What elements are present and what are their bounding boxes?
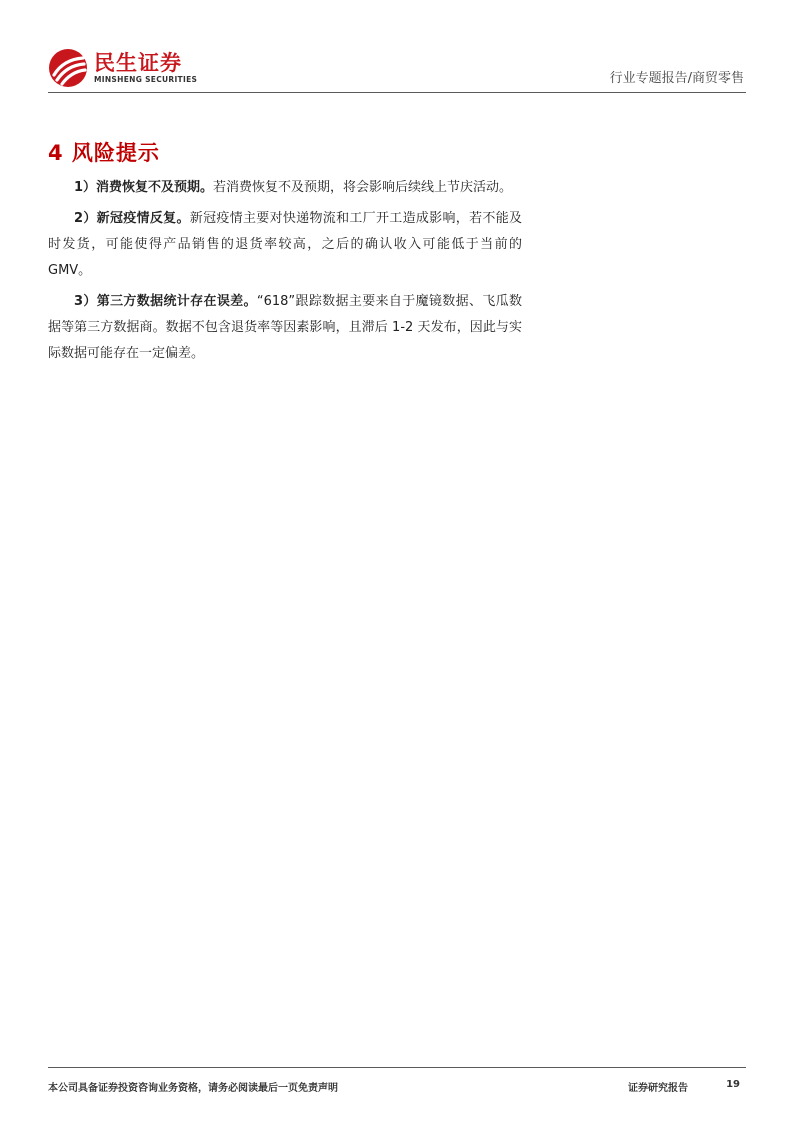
risk-label: 2）新冠疫情反复。 <box>74 211 190 226</box>
risk-item <box>48 206 522 284</box>
risk-text: “618”跟踪数据主要来自于魔镜数据、飞瓜数据等第三方数据商。数据不包含退货率等因素影响，且滞后 1-2 天发布，因此与实际数据可能存在一定偏差。 <box>48 294 522 361</box>
risk-list <box>48 175 522 372</box>
risk-text: 若消费恢复不及预期，将会影响后续线上节庆活动。 <box>213 180 513 195</box>
page-number: 19 <box>726 1079 740 1090</box>
risk-label: 1）消费恢复不及预期。 <box>74 180 214 195</box>
logo-english-name: MINSHENG SECURITIES <box>94 75 198 84</box>
risk-text: 新冠疫情主要对快递物流和工厂开工造成影响，若不能及时发货，可能使得产品销售的退货率较高，之后的确认收入可能低于当前的 GMV。 <box>48 211 522 278</box>
risk-item <box>48 289 522 367</box>
disclaimer-text: 本公司具备证券投资咨询业务资格，请务必阅读最后一页免责声明 <box>48 1083 338 1094</box>
risk-label: 3）第三方数据统计存在误差。 <box>74 294 257 309</box>
company-logo <box>48 48 197 88</box>
report-category: 行业专题报告/商贸零售 <box>609 71 744 86</box>
section-title: 4 风险提示 <box>48 141 160 165</box>
page-footer <box>48 1067 746 1094</box>
page-header <box>48 40 746 93</box>
report-type-label: 证券研究报告 <box>628 1083 688 1094</box>
minsheng-logo-icon <box>48 48 88 88</box>
risk-item <box>48 175 522 201</box>
logo-chinese-name: 民生证券 <box>94 51 182 75</box>
